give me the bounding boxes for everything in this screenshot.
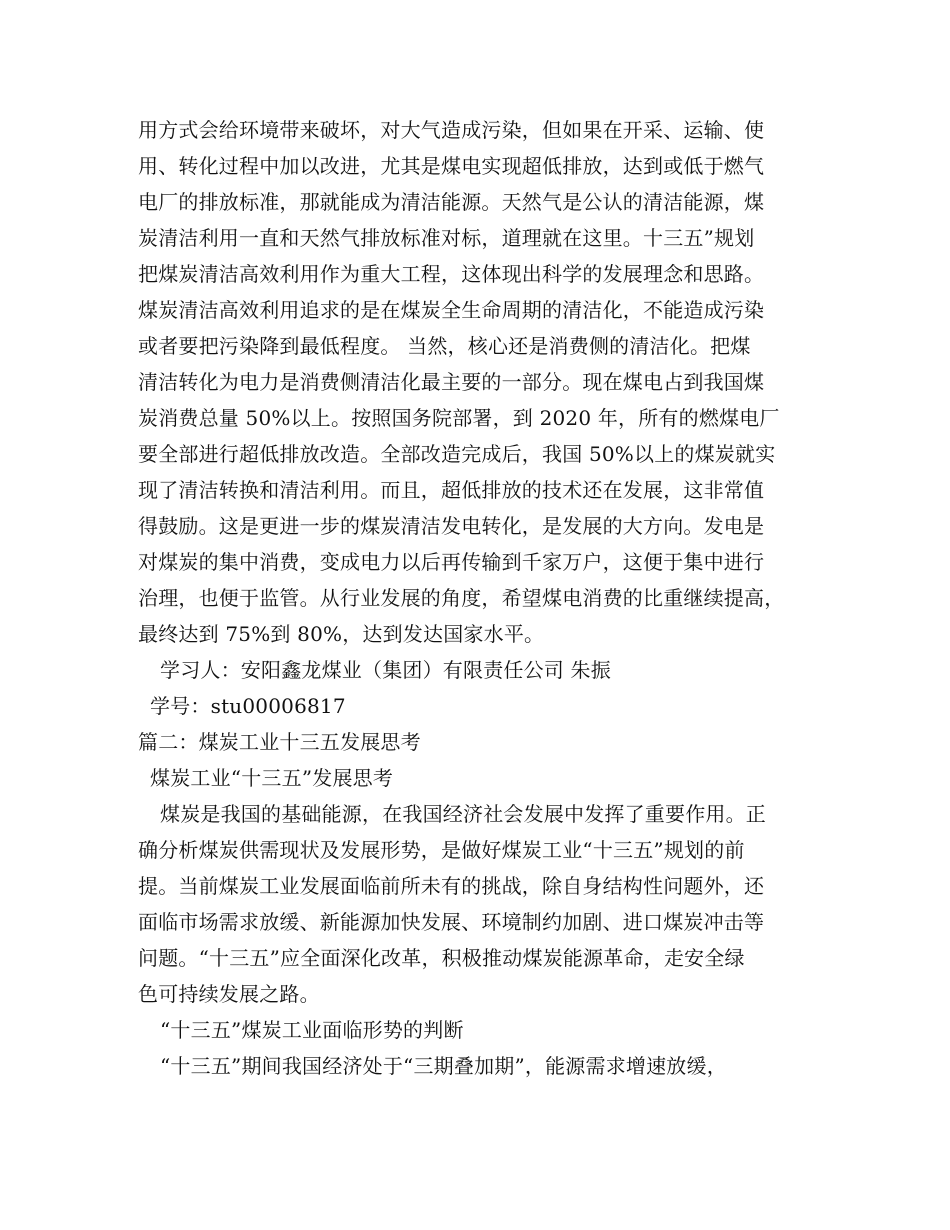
- subheading: “十三五”煤炭工业面临形势的判断: [160, 1018, 464, 1042]
- body-text-line: 炭消费总量 50%以上。按照国务院部署，到 2020 年，所有的燃煤电厂: [138, 406, 780, 430]
- body-text-line: 提。当前煤炭工业发展面临前所未有的挑战，除自身结构性问题外，还: [138, 874, 765, 898]
- body-text-line: 色可持续发展之路。: [138, 982, 320, 1006]
- body-text-line: 炭清洁利用一直和天然气排放标准对标，道理就在这里。十三五”规划: [138, 226, 755, 250]
- body-text-line: “十三五”期间我国经济处于“三期叠加期”，能源需求增速放缓，: [160, 1054, 727, 1078]
- body-text-line: 现了清洁转换和清洁利用。而且，超低排放的技术还在发展，这非常值: [138, 478, 765, 502]
- body-text-line: 最终达到 75%到 80%，达到发达国家水平。: [138, 622, 545, 646]
- body-text-line: 煤炭清洁高效利用追求的是在煤炭全生命周期的清洁化，不能造成污染: [138, 298, 765, 322]
- body-text-line: 面临市场需求放缓、新能源加快发展、环境制约加剧、进口煤炭冲击等: [138, 910, 765, 934]
- body-text-line: 对煤炭的集中消费，变成电力以后再传输到千家万户，这便于集中进行: [138, 550, 765, 574]
- body-text-line: 确分析煤炭供需现状及发展形势，是做好煤炭工业“十三五”规划的前: [138, 838, 745, 862]
- article-title: 煤炭工业“十三五”发展思考: [150, 766, 394, 790]
- body-text-line: 用、转化过程中加以改进，尤其是煤电实现超低排放，达到或低于燃气: [138, 154, 765, 178]
- body-text-line: 用方式会给环境带来破坏，对大气造成污染，但如果在开采、运输、使: [138, 118, 765, 142]
- body-text-line: 把煤炭清洁高效利用作为重大工程，这体现出科学的发展理念和思路。: [138, 262, 765, 286]
- author-line: 学习人：安阳鑫龙煤业（集团）有限责任公司 朱振: [160, 658, 611, 682]
- body-text-line: 要全部进行超低排放改造。全部改造完成后，我国 50%以上的煤炭就实: [138, 442, 776, 466]
- body-text-line: 或者要把污染降到最低程度。 当然，核心还是消费侧的清洁化。把煤: [138, 334, 751, 358]
- body-text-line: 煤炭是我国的基础能源，在我国经济社会发展中发挥了重要作用。正: [160, 802, 766, 826]
- body-text-line: 问题。“十三五”应全面深化改革，积极推动煤炭能源革命，走安全绿: [138, 946, 745, 970]
- body-text-line: 清洁转化为电力是消费侧清洁化最主要的一部分。现在煤电占到我国煤: [138, 370, 765, 394]
- student-id-line: 学号：stu00006817: [150, 694, 346, 718]
- body-text-line: 治理，也便于监管。从行业发展的角度，希望煤电消费的比重继续提高，: [138, 586, 785, 610]
- body-text-line: 得鼓励。这是更进一步的煤炭清洁发电转化，是发展的大方向。发电是: [138, 514, 765, 538]
- section-heading: 篇二：煤炭工业十三五发展思考: [138, 730, 421, 754]
- body-text-line: 电厂的排放标准，那就能成为清洁能源。天然气是公认的清洁能源，煤: [138, 190, 765, 214]
